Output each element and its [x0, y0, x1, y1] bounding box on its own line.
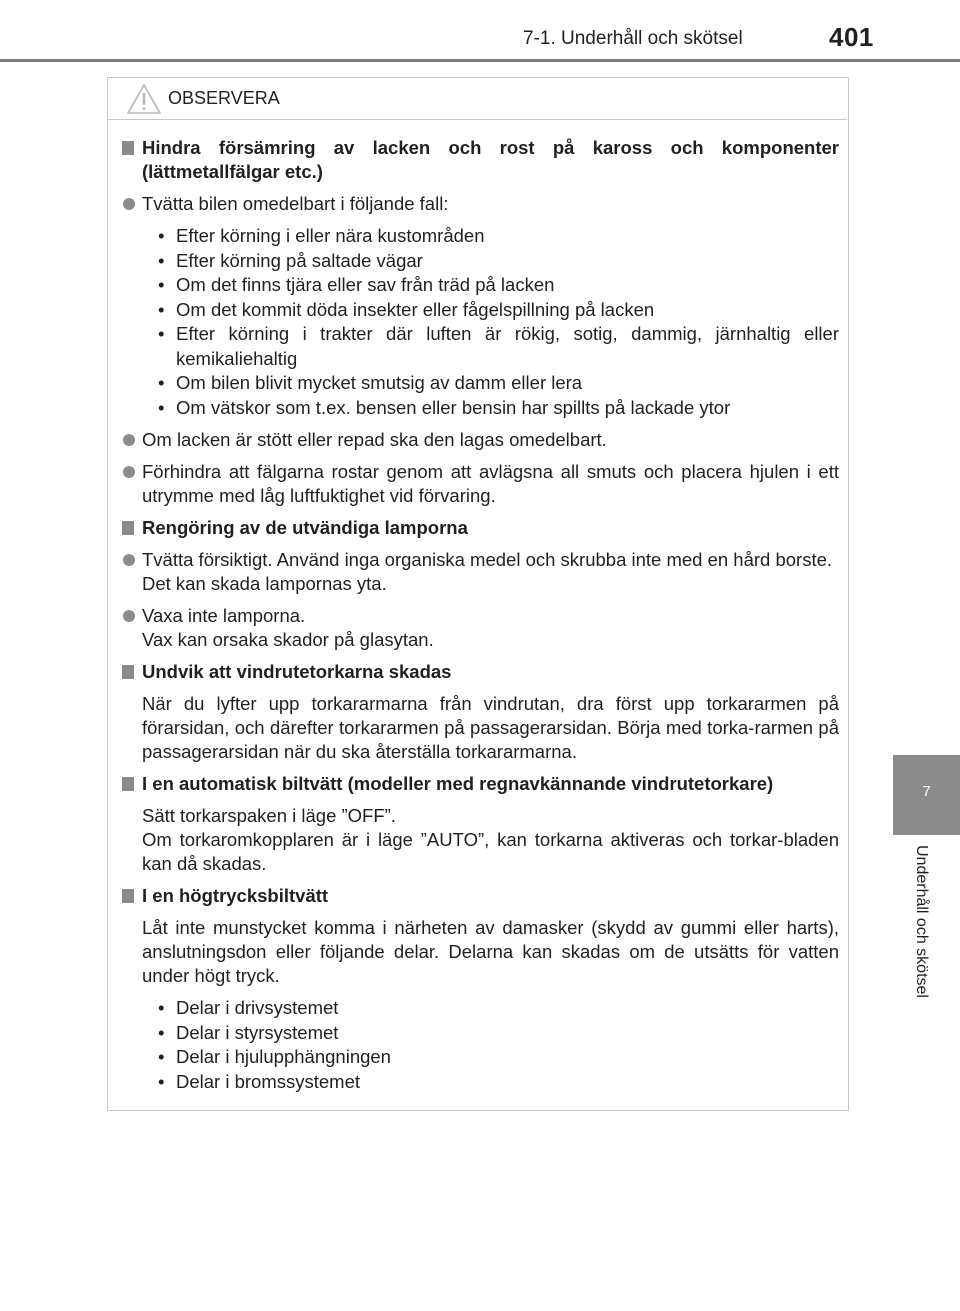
round-bullet-icon — [123, 434, 135, 446]
section-heading: Undvik att vindrutetorkarna skadas — [120, 660, 839, 684]
paragraph: Sätt torkarspaken i läge ”OFF”. Om torkaromkopplaren är i läge ”AUTO”, kan torkarna aktiveras och torkar-bladen kan då skadas. — [142, 805, 839, 874]
warning-triangle-icon — [126, 83, 162, 115]
square-bullet-icon — [122, 889, 134, 903]
section-heading: Hindra försämring av lacken och rost på kaross och komponenter (lättmetallfälgar etc.) — [120, 136, 839, 184]
list-item: Förhindra att fälgarna rostar genom att avlägsna all smuts och placera hjulen i ett utrymme med låg luftfuktighet vid förvaring. — [120, 460, 839, 508]
bullet-item: • Om det finns tjära eller sav från träd på lacken — [158, 274, 555, 295]
section-heading: Rengöring av de utvändiga lamporna — [120, 516, 839, 540]
round-bullet-icon — [123, 466, 135, 478]
square-bullet-icon — [122, 777, 134, 791]
notice-header — [108, 78, 847, 120]
list-item: Vaxa inte lamporna. Vax kan orsaka skador på glasytan. — [120, 604, 839, 652]
section-heading: I en automatisk biltvätt (modeller med regnavkännande vindrutetorkare) — [120, 772, 839, 796]
bullet-list — [120, 996, 839, 1094]
notice-title: OBSERVERA — [168, 88, 280, 108]
bullet-item: • Om det kommit döda insekter eller fågelspillning på lacken — [158, 298, 655, 320]
chapter-label: Underhåll och skötsel — [913, 845, 930, 998]
bullet-item: • Efter körning på saltade vägar — [158, 249, 423, 271]
chapter-number: 7 — [922, 783, 931, 800]
paragraph: Låt inte munstycket komma i närheten av damasker (skydd av gummi eller harts), anslutningsdon eller följande delar. Delarna kan skadas om de utsätts för vatten under högt tryck. — [142, 917, 839, 986]
bullet-item: • Efter körning i eller nära kustområden — [158, 225, 485, 246]
chapter-tab — [893, 755, 960, 835]
list-item: Tvätta bilen omedelbart i följande fall: — [120, 192, 839, 216]
square-bullet-icon — [122, 665, 134, 679]
bullet-item: • Delar i drivsystemet — [158, 997, 339, 1018]
bullet-item: • Delar i bromssystemet — [158, 1070, 361, 1092]
round-bullet-icon — [123, 198, 135, 210]
bullet-item: • Om vätskor som t.ex. bensen eller bensin har spillts på lackade ytor — [158, 396, 731, 418]
bullet-item: • Delar i styrsystemet — [158, 1021, 339, 1043]
bullet-item: • Efter körning i trakter där luften är rökig, sotig, dammig, järnhaltig eller kemikaliehaltig — [158, 323, 839, 369]
list-item: Om lacken är stött eller repad ska den lagas omedelbart. — [120, 428, 839, 452]
section-title: 7-1. Underhåll och skötsel — [523, 28, 743, 49]
square-bullet-icon — [122, 521, 134, 535]
paragraph: När du lyfter upp torkararmarna från vindrutan, dra först upp torkararmen på förarsidan, och därefter torkararmen på passagerarsidan. Börja med torka-rarmen på passagerarsidan när du ska återställa torkararmarna. — [142, 693, 839, 762]
bullet-list — [120, 224, 839, 420]
bullet-item: • Delar i hjulupphängningen — [158, 1046, 391, 1067]
section-heading: I en högtrycksbiltvätt — [120, 884, 839, 908]
round-bullet-icon — [123, 554, 135, 566]
round-bullet-icon — [123, 610, 135, 622]
bullet-item: • Om bilen blivit mycket smutsig av damm eller lera — [158, 372, 583, 393]
page-number: 401 — [829, 22, 874, 52]
notice-body — [108, 136, 847, 1102]
list-item: Tvätta försiktigt. Använd inga organiska medel och skrubba inte med en hård borste. Det kan skada lampornas yta. — [120, 548, 839, 596]
square-bullet-icon — [122, 141, 134, 155]
notice-box — [107, 77, 849, 1111]
header-divider — [0, 59, 960, 62]
